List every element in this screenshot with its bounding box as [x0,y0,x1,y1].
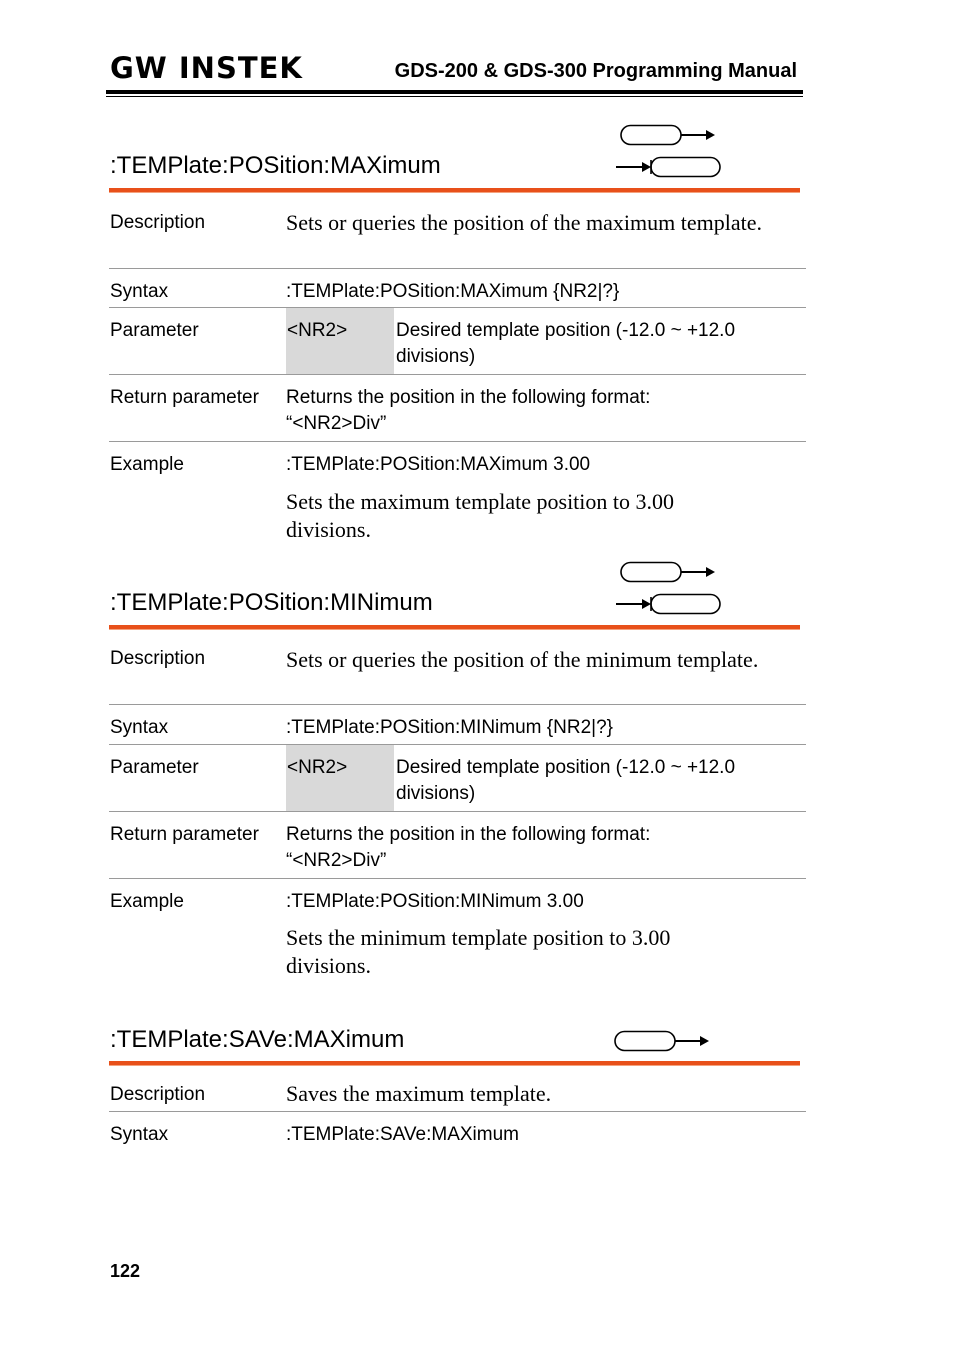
section-rule [109,1061,800,1065]
header-rule [106,90,803,94]
parameter-description: Desired template position (-12.0 ~ +12.0 divisions) [396,757,736,804]
syntax-label: Syntax [110,281,169,302]
syntax-text: :TEMPlate:POSition:MINimum {NR2|?} [286,717,613,738]
section-title: :TEMPlate:POSition:MINimum [110,589,433,616]
return-parameter-label: Return parameter [110,387,259,408]
row-divider [109,441,806,442]
syntax-label: Syntax [110,1124,169,1145]
page-number: 122 [110,1261,141,1281]
section-title: :TEMPlate:POSition:MAXimum [110,152,441,179]
return-parameter-text: Returns the position in the following format: [286,387,651,408]
example-command: :TEMPlate:POSition:MINimum 3.00 [286,891,584,912]
description-label: Description [110,212,206,233]
row-divider [109,878,806,879]
syntax-text: :TEMPlate:SAVe:MAXimum [286,1124,519,1145]
row-divider [109,704,806,705]
section-rule [109,625,800,629]
parameter-label: Parameter [110,757,199,778]
section-title: :TEMPlate:SAVe:MAXimum [110,1026,405,1053]
row-divider [109,1111,806,1112]
manual-title: GDS-200 & GDS-300 Programming Manual [394,60,797,82]
section-rule [109,188,800,192]
example-command: :TEMPlate:POSition:MAXimum 3.00 [286,454,591,475]
parameter-description: Desired template position (-12.0 ~ +12.0 divisions) [396,320,736,367]
row-divider [109,811,806,812]
parameter-name: <NR2> [287,320,348,341]
gw-instek-logo: GW INSTEK [110,51,303,85]
description-text: Sets or queries the position of the minimum template. [286,647,759,672]
example-description: Sets the maximum template position to 3.00 divisions. [286,489,675,542]
row-divider [109,744,806,745]
row-divider [109,307,806,308]
return-parameter-label: Return parameter [110,824,259,845]
set-command-icon [610,1030,710,1052]
return-parameter-text: Returns the position in the following format: [286,824,651,845]
set-command-icon [616,561,716,583]
return-parameter-format: “<NR2>Div” [286,850,387,871]
parameter-name: <NR2> [287,757,348,778]
description-label: Description [110,1084,206,1105]
description-label: Description [110,648,206,669]
return-parameter-format: “<NR2>Div” [286,413,387,434]
header-rule-thin [106,96,803,97]
example-description: Sets the minimum template position to 3.00 divisions. [286,925,671,978]
description-text: Saves the maximum template. [286,1081,552,1106]
row-divider [109,268,806,269]
description-text: Sets or queries the position of the maximum template. [286,210,762,235]
row-divider [109,374,806,375]
example-label: Example [110,891,184,912]
set-command-icon [616,124,716,146]
example-label: Example [110,454,184,475]
syntax-text: :TEMPlate:POSition:MAXimum {NR2|?} [286,281,620,302]
query-command-icon [616,156,722,178]
syntax-label: Syntax [110,717,169,738]
query-command-icon [616,593,722,615]
parameter-label: Parameter [110,320,199,341]
